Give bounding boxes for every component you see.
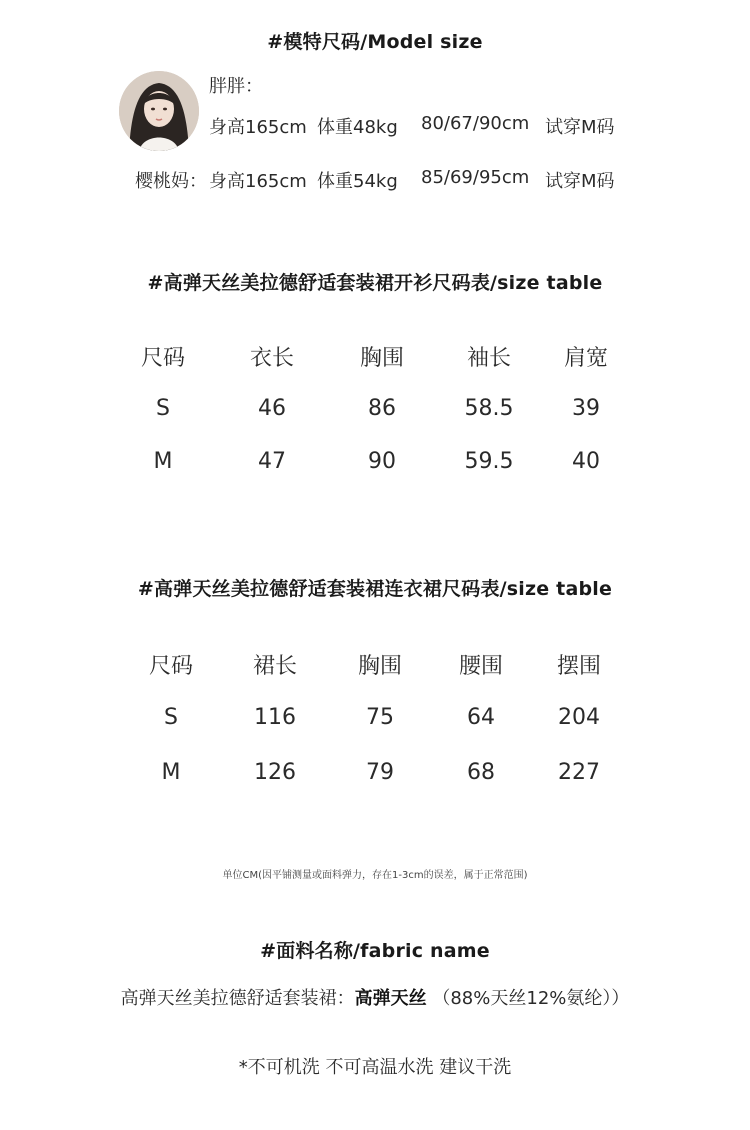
dress-header-size: 尺码	[148, 654, 193, 679]
cardigan-row-s-size: S	[156, 396, 170, 421]
cardigan-row-s-sleeve: 58.5	[464, 396, 514, 421]
model2-size-tried: 试穿M码	[545, 171, 615, 192]
model-avatar	[119, 71, 199, 151]
dress-row-m-size: M	[161, 760, 181, 785]
fabric-composition: （88%天丝12%氨纶））	[432, 988, 630, 1009]
cardigan-header-sleeve: 袖长	[466, 346, 511, 371]
model2-measurements: 85/69/95cm	[421, 167, 530, 188]
cardigan-header-length: 衣长	[249, 346, 294, 371]
dress-table-heading: #高弹天丝美拉德舒适套装裙连衣裙尺码表/size table	[137, 578, 613, 600]
dress-row-m-waist: 68	[467, 760, 495, 785]
cardigan-header-size: 尺码	[140, 346, 185, 371]
dress-header-chest: 胸围	[357, 654, 402, 679]
model1-measurements: 80/67/90cm	[421, 113, 530, 134]
model1-height: 身高165cm	[209, 117, 307, 138]
cardigan-header-chest: 胸围	[359, 346, 404, 371]
model2-weight: 体重54kg	[317, 171, 398, 192]
cardigan-row-s-length: 46	[258, 396, 286, 421]
cardigan-row-s-shoulder: 39	[572, 396, 600, 421]
model1-weight: 体重48kg	[317, 117, 398, 138]
dress-row-m-length: 126	[254, 760, 296, 785]
cardigan-row-m-sleeve: 59.5	[464, 449, 514, 474]
model-size-heading: #模特尺码/Model size	[267, 31, 483, 53]
cardigan-table-heading: #高弹天丝美拉德舒适套装裙开衫尺码表/size table	[147, 272, 603, 294]
cardigan-row-s-chest: 86	[368, 396, 396, 421]
fabric-heading: #面料名称/fabric name	[260, 940, 490, 962]
model-photo-icon	[119, 71, 199, 151]
dress-row-s-chest: 75	[366, 705, 394, 730]
dress-row-m-hem: 227	[558, 760, 600, 785]
fabric-label: 高弹天丝美拉德舒适套装裙：	[120, 988, 355, 1009]
dress-header-waist: 腰围	[458, 654, 503, 679]
fabric-line	[0, 984, 750, 1010]
dress-row-s-length: 116	[254, 705, 296, 730]
cardigan-row-m-size: M	[153, 449, 173, 474]
model1-name: 胖胖：	[209, 76, 263, 97]
dress-header-hem: 摆围	[556, 654, 601, 679]
cardigan-row-m-length: 47	[258, 449, 286, 474]
dress-row-s-waist: 64	[467, 705, 495, 730]
model1-size-tried: 试穿M码	[545, 117, 615, 138]
care-note: *不可机洗 不可高温水洗 建议干洗	[238, 1057, 512, 1078]
dress-row-s-hem: 204	[558, 705, 600, 730]
dress-row-s-size: S	[164, 705, 178, 730]
model2-name: 樱桃妈：	[135, 171, 207, 192]
fabric-name: 高弹天丝	[354, 988, 427, 1009]
dress-row-m-chest: 79	[366, 760, 394, 785]
dress-header-length: 裙长	[252, 654, 297, 679]
model2-height: 身高165cm	[209, 171, 307, 192]
unit-note: 单位CM(因平铺测量或面料弹力，存在1-3cm的误差，属于正常范围)	[222, 870, 528, 881]
cardigan-header-shoulder: 肩宽	[563, 346, 608, 371]
cardigan-row-m-shoulder: 40	[572, 449, 600, 474]
cardigan-row-m-chest: 90	[368, 449, 396, 474]
